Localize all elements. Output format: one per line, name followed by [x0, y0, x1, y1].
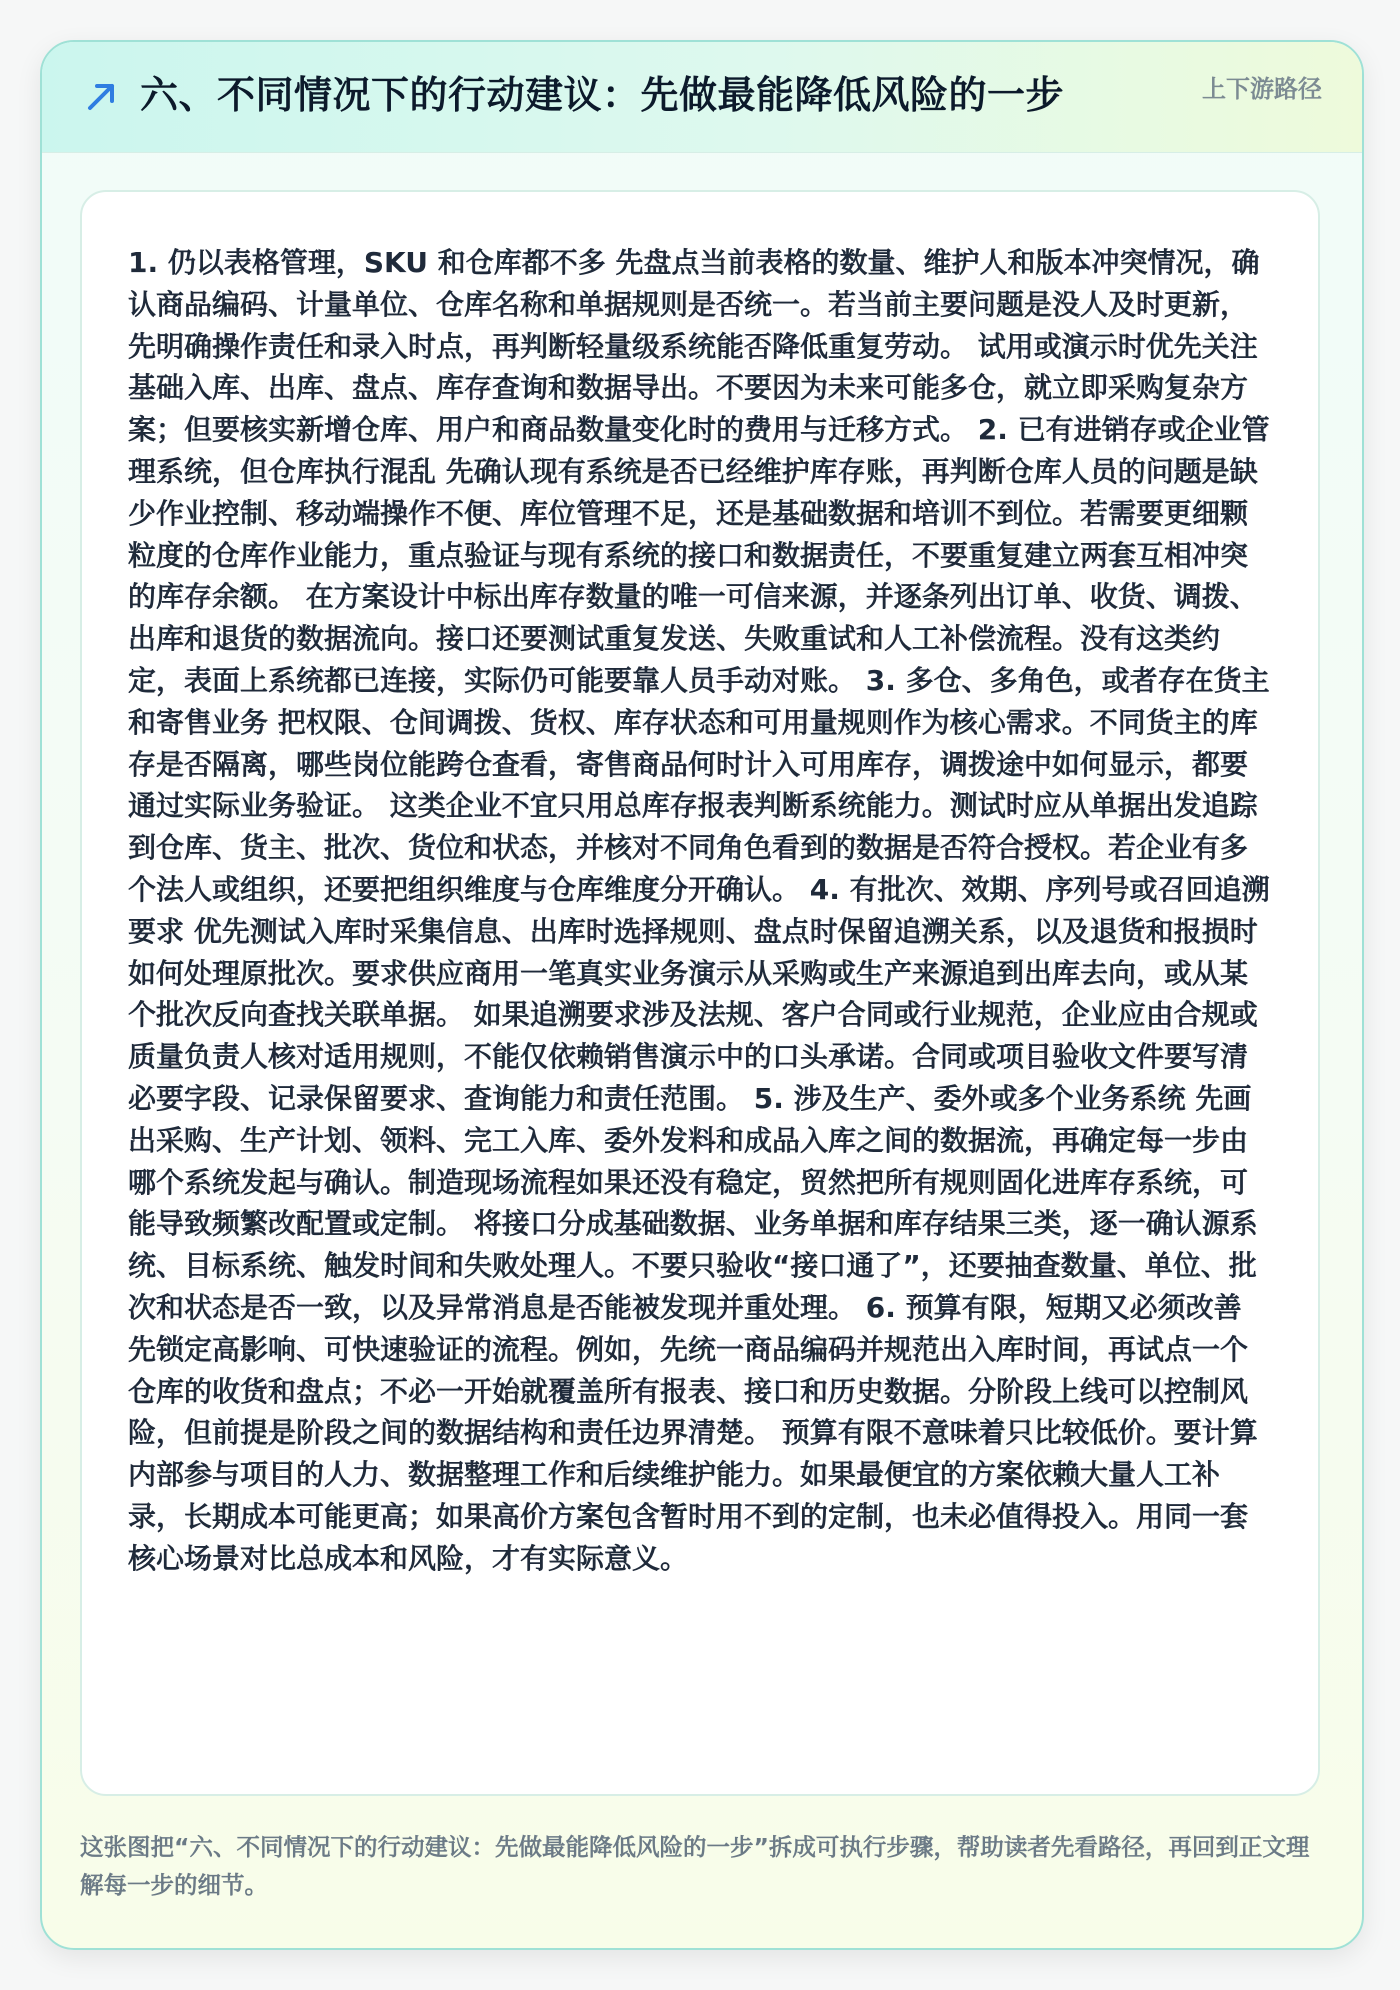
figure-caption: 这张图把“六、不同情况下的行动建议：先做最能降低风险的一步”拆成可执行步骤，帮助读者先看路径，再回到正文理解每一步的细节。 — [80, 1833, 1310, 1899]
card — [40, 40, 1364, 1950]
arrow-up-right-icon — [84, 78, 120, 114]
body-text: 1. 仍以表格管理，SKU 和仓库都不多 先盘点当前表格的数量、维护人和版本冲突情况，确认商品编码、计量单位、仓库名称和单据规则是否统一。若当前主要问题是没人及时更新，先明确操作责任和录入时点，再判断轻量级系统能否降低重复劳动。 试用或演示时优先关注基础入库、出库、盘点、库存查询和数据导出。不要因为未来可能多仓，就立即采购复杂方案；但要核实新增仓库、用户和商品数量变化时的费用与迁移方式。 2. 已有进销存或企业管理系统，但仓库执行混乱 先确认现有系统是否已经维护库存账，再判断仓库人员的问题是缺少作业控制、移动端操作不便、库位管理不足，还是基础数据和培训不到位。若需要更细颗粒度的仓库作业能力，重点验证与现有系统的接口和数据责任，不要重复建立两套互相冲突的库存余额。 在方案设计中标出库存数量的唯一可信来源，并逐条列出订单、收货、调拨、出库和退货的数据流向。接口还要测试重复发送、失败重试和人工补偿流程。没有这类约定，表面上系统都已连接，实际仍可能要靠人员手动对账。 3. 多仓、多角色，或者存在货主和寄售业务 把权限、仓间调拨、货权、库存状态和可用量规则作为核心需求。不同货主的库存是否隔离，哪些岗位能跨仓查看，寄售商品何时计入可用库存，调拨途中如何显示，都要通过实际业务验证。 这类企业不宜只用总库存报表判断系统能力。测试时应从单据出发追踪到仓库、货主、批次、货位和状态，并核对不同角色看到的数据是否符合授权。若企业有多个法人或组织，还要把组织维度与仓库维度分开确认。 4. 有批次、效期、序列号或召回追溯要求 优先测试入库时采集信息、出库时选择规则、盘点时保留追溯关系，以及退货和报损时如何处理原批次。要求供应商用一笔真实业务演示从采购或生产来源追到出库去向，或从某个批次反向查找关联单据。 如果追溯要求涉及法规、客户合同或行业规范，企业应由合规或质量负责人核对适用规则，不能仅依赖销售演示中的口头承诺。合同或项目验收文件要写清必要字段、记录保留要求、查询能力和责任范围。 5. 涉及生产、委外或多个业务系统 先画出采购、生产计划、领料、完工入库、委外发料和成品入库之间的数据流，再确定每一步由哪个系统发起与确认。制造现场流程如果还没有稳定，贸然把所有规则固化进库存系统，可能导致频繁改配置或定制。 将接口分成基础数据、业务单据和库存结果三类，逐一确认源系统、目标系统、触发时间和失败处理人。不要只验收“接口通了”，还要抽查数量、单位、批次和状态是否一致，以及异常消息是否能被发现并重处理。 6. 预算有限，短期又必须改善 先锁定高影响、可快速验证的流程。例如，先统一商品编码并规范出入库时间，再试点一个仓库的收货和盘点；不必一开始就覆盖所有报表、接口和历史数据。分阶段上线可以控制风险，但前提是阶段之间的数据结构和责任边界清楚。 预算有限不意味着只比较低价。要计算内部参与项目的人力、数据整理工作和后续维护能力。如果最便宜的方案依赖大量人工补录，长期成本可能更高；如果高价方案包含暂时用不到的定制，也未必值得投入。用同一套核心场景对比总成本和风险，才有实际意义。 — [128, 246, 1270, 1575]
section-title: 六、不同情况下的行动建议：先做最能降低风险的一步 — [140, 73, 1065, 117]
section-tag: 上下游路径 — [1202, 75, 1322, 103]
card-header — [42, 42, 1362, 153]
content-panel — [80, 190, 1320, 1796]
